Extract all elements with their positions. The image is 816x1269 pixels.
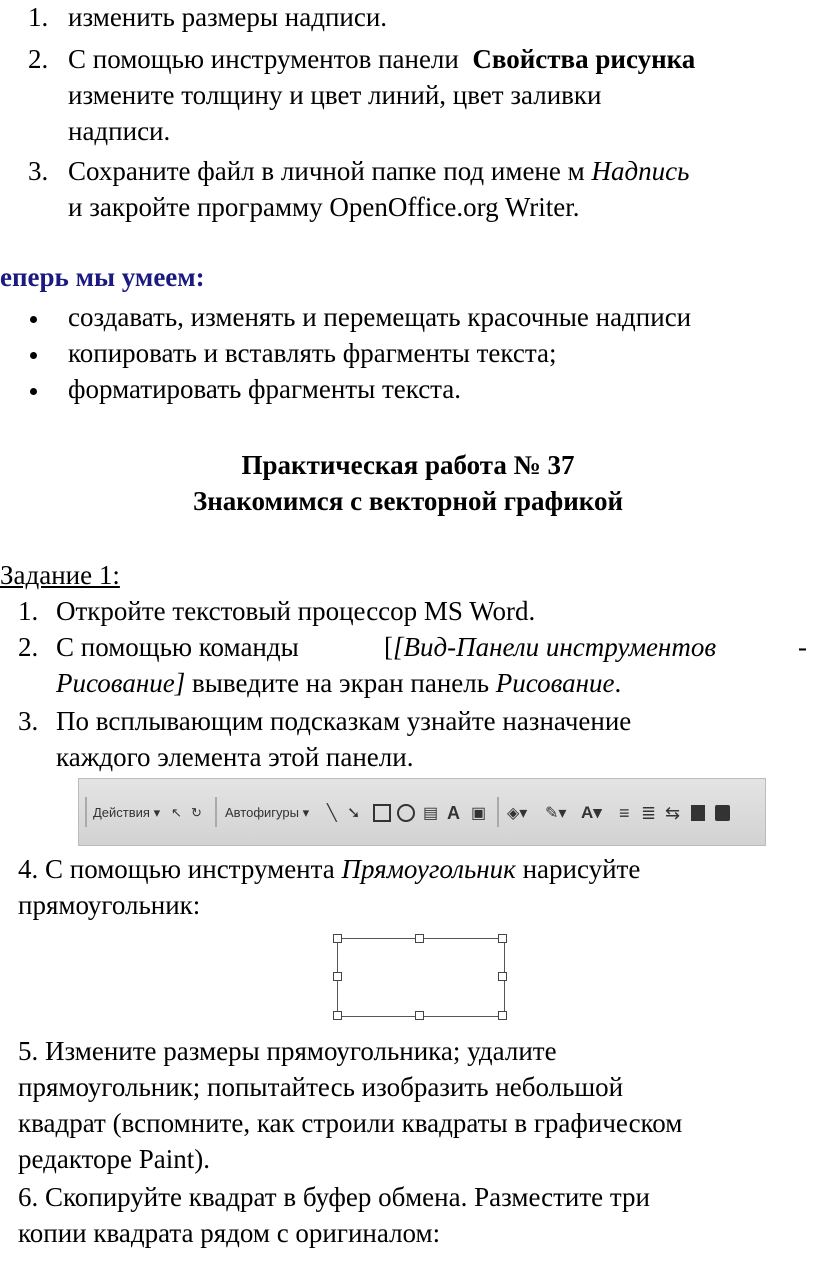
paragraph-continued: квадрат (вспомните, как строили квадраты в графическом — [18, 1108, 683, 1138]
rotate-icon[interactable]: ↻ — [191, 805, 202, 820]
list-item: С помощью команды — [56, 632, 299, 662]
list-item-continued: Рисование] выведите на экран панель Рисование. — [56, 668, 622, 698]
toolbar-separator — [215, 797, 217, 827]
textbox-icon[interactable]: ▤ — [423, 805, 439, 822]
dash: - — [798, 632, 807, 662]
list-item: изменить размеры надписи. — [68, 2, 388, 32]
list-number: 1. — [18, 596, 39, 626]
clipart-icon[interactable]: ▣ — [471, 805, 487, 822]
bullet-dot — [30, 388, 37, 395]
paragraph: 5. Измените размеры прямоугольника; удалите — [18, 1036, 557, 1066]
fill-color-icon[interactable]: ◈▾ — [507, 805, 528, 822]
bullet-dot — [30, 352, 37, 359]
list-number: 2. — [28, 44, 49, 74]
toolbar-grip — [85, 797, 87, 827]
list-item: С помощью инструментов панели Свойства рисунка — [68, 44, 696, 74]
resize-handle — [333, 972, 342, 981]
practical-subtitle: Знакомимся с векторной графикой — [192, 486, 624, 516]
pointer-icon[interactable]: ↖ — [171, 805, 182, 820]
bullet-item: копировать и вставлять фрагменты текста; — [68, 338, 557, 368]
task-label: Задание 1: — [0, 560, 120, 590]
paragraph-continued: прямоугольник; попытайтесь изобразить небольшой — [18, 1072, 624, 1102]
paragraph-continued: копии квадрата рядом с оригиналом: — [18, 1218, 441, 1248]
list-item-continued: измените толщину и цвет линий, цвет заливки — [68, 80, 602, 110]
list-number: 1. — [28, 2, 49, 32]
resize-handle — [498, 1011, 507, 1020]
list-item: Откройте текстовый процессор MS Word. — [56, 596, 536, 626]
paragraph: 4. С помощью инструмента Прямоугольник нарисуйте — [18, 854, 641, 884]
drawing-toolbar — [78, 778, 766, 846]
resize-handle — [498, 972, 507, 981]
resize-handle — [333, 934, 342, 943]
list-item-continued: надписи. — [68, 116, 171, 146]
line-style-icon[interactable]: ≡ — [619, 802, 630, 823]
list-number: 3. — [28, 156, 49, 186]
bullet-item: создавать, изменять и перемещать красочные надписи — [68, 302, 692, 332]
line-icon[interactable]: ╲ — [327, 805, 337, 822]
practical-title: Практическая работа № 37 — [241, 450, 575, 480]
resize-handle — [415, 934, 424, 943]
dash-style-icon[interactable]: ≣ — [641, 802, 657, 823]
bullet-dot — [30, 316, 37, 323]
list-number: 2. — [18, 632, 39, 662]
arrow-style-icon[interactable]: ⇆ — [665, 802, 681, 823]
list-number: 3. — [18, 706, 39, 736]
oval-icon[interactable] — [397, 803, 415, 823]
resize-handle — [333, 1011, 342, 1020]
toolbar-separator — [497, 797, 499, 827]
autoshapes-menu[interactable]: Автофигуры ▾ — [225, 805, 310, 820]
actions-menu[interactable]: Действия ▾ — [93, 805, 161, 820]
paragraph-continued: прямоугольник: — [18, 890, 201, 920]
rectangle-icon[interactable] — [373, 803, 391, 823]
3d-icon[interactable] — [715, 803, 730, 823]
resize-handle — [498, 934, 507, 943]
resize-handle — [415, 1011, 424, 1020]
list-item-continued: и закройте программу OpenOffice.org Writer. — [68, 192, 580, 222]
arrow-icon[interactable]: ➘ — [347, 805, 361, 822]
list-item: Сохраните файл в личной папке под имене м Надпись — [68, 156, 690, 186]
wordart-icon[interactable]: A — [447, 802, 460, 823]
rectangle-figure — [337, 938, 505, 1017]
list-item: По всплывающим подсказкам узнайте назначение — [56, 706, 632, 736]
paragraph: 6. Скопируйте квадрат в буфер обмена. Разместите три — [18, 1182, 650, 1212]
line-color-icon[interactable]: ✎▾ — [545, 805, 567, 822]
paragraph-continued: редакторе Paint). — [18, 1144, 211, 1174]
bullet-item: форматировать фрагменты текста. — [68, 374, 462, 404]
summary-heading: еперь мы умеем: — [0, 262, 205, 292]
font-color-icon[interactable]: A▾ — [581, 803, 602, 822]
command-path: [[Вид-Панели инструментов — [384, 632, 717, 662]
list-item-continued: каждого элемента этой панели. — [56, 742, 414, 772]
shadow-icon[interactable] — [691, 803, 705, 823]
